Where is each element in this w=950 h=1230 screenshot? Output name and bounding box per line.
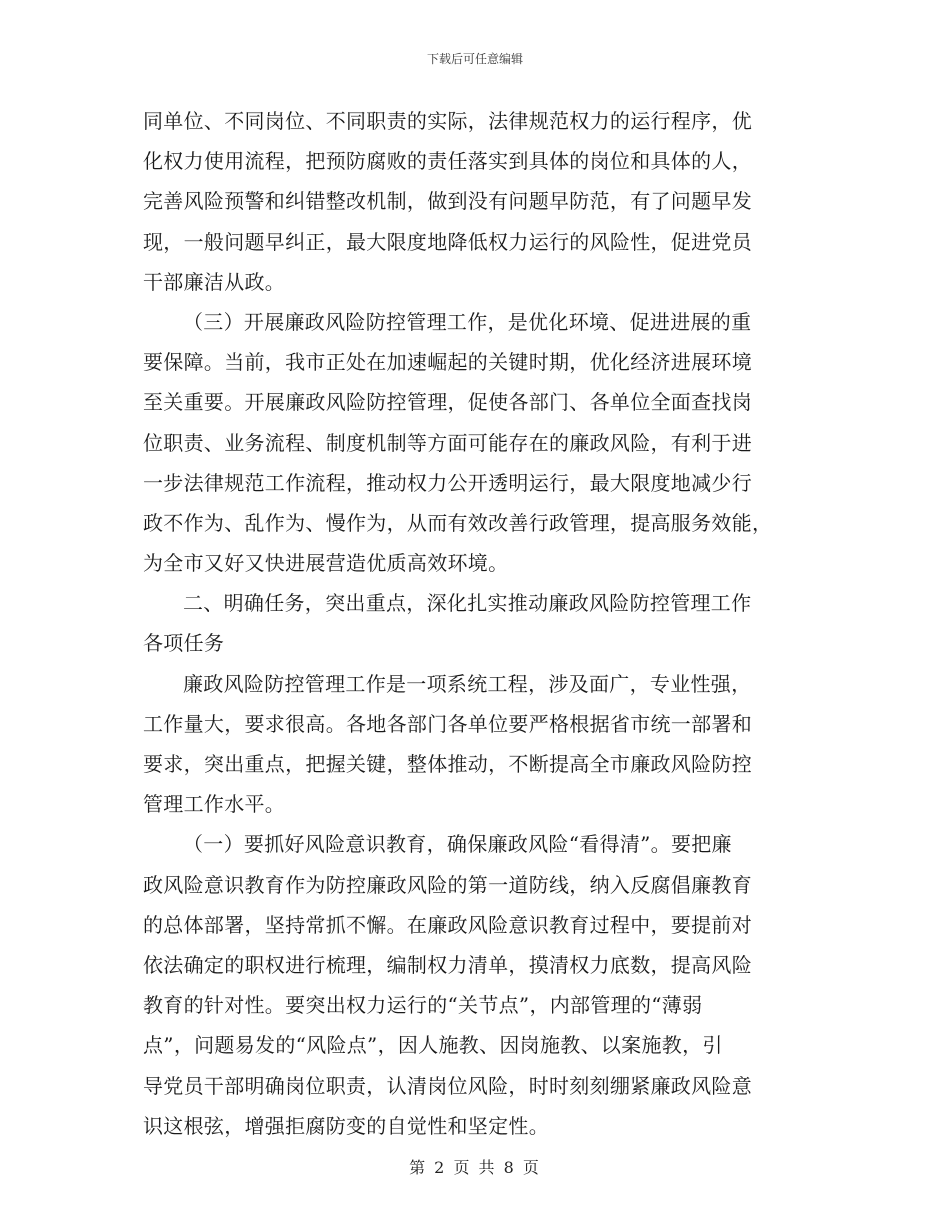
text-line: （三）开展廉政风险防控管理工作，是优化环境、促进进展的重: [183, 309, 752, 334]
text-line: 各项任务: [143, 631, 225, 656]
text-line: 完善风险预警和纠错整改机制，做到没有问题早防范，有了问题早发: [143, 189, 752, 214]
text-line: 一步法律规范工作流程，推动权力公开透明运行，最大限度地减少行: [143, 470, 752, 495]
page-footer: 第 2 页 共 8 页: [409, 1158, 541, 1177]
text-line: 二、明确任务，突出重点，深化扎实推动廉政风险防控管理工作: [183, 591, 752, 616]
text-line: 干部廉洁从政。: [143, 269, 286, 294]
text-line: 政不作为、乱作为、慢作为，从而有效改善行政管理，提高服务效能，: [143, 510, 773, 535]
text-line: 位职责、业务流程、制度机制等方面可能存在的廉政风险，有利于进: [143, 430, 752, 455]
text-line: 工作量大，要求很高。各地各部门各单位要严格根据省市统一部署和: [143, 711, 752, 736]
text-line: （一）要抓好风险意识教育，确保廉政风险“看得清”。要把廉: [183, 832, 732, 857]
page-header: 下载后可任意编辑: [426, 52, 523, 66]
text-line: 教育的针对性。要突出权力运行的“关节点”，内部管理的“薄弱: [143, 993, 703, 1018]
text-line: 要保障。当前，我市正处在加速崛起的关键时期，优化经济进展环境: [143, 350, 752, 375]
text-line: 政风险意识教育作为防控廉政风险的第一道防线，纳入反腐倡廉教育: [143, 872, 752, 897]
text-line: 至关重要。开展廉政风险防控管理，促使各部门、各单位全面查找岗: [143, 390, 752, 415]
text-line: 要求，突出重点，把握关键，整体推动，不断提高全市廉政风险防控: [143, 752, 752, 776]
text-line: 导党员干部明确岗位职责，认清岗位风险，时时刻刻绷紧廉政风险意: [143, 1073, 752, 1098]
text-line: 管理工作水平。: [143, 792, 286, 817]
text-line: 化权力使用流程，把预防腐败的责任落实到具体的岗位和具体的人，: [143, 149, 752, 174]
text-line: 现，一般问题早纠正，最大限度地降低权力运行的风险性，促进党员: [143, 229, 752, 254]
text-line: 的总体部署，坚持常抓不懈。在廉政风险意识教育过程中，要提前对: [143, 912, 752, 937]
text-line: 点”，问题易发的“风险点”，因人施教、因岗施教、以案施教，引: [143, 1033, 723, 1058]
text-line: 依法确定的职权进行梳理，编制权力清单，摸清权力底数，提高风险: [143, 952, 752, 977]
document-body: [143, 104, 803, 1149]
text-line: 为全市又好又快进展营造优质高效环境。: [143, 551, 509, 576]
text-line: 廉政风险防控管理工作是一项系统工程，涉及面广，专业性强，: [183, 671, 752, 696]
text-line: 同单位、不同岗位、不同职责的实际，法律规范权力的运行程序，优: [143, 109, 752, 133]
text-line: 识这根弦，增强拒腐防变的自觉性和坚定性。: [143, 1113, 549, 1138]
